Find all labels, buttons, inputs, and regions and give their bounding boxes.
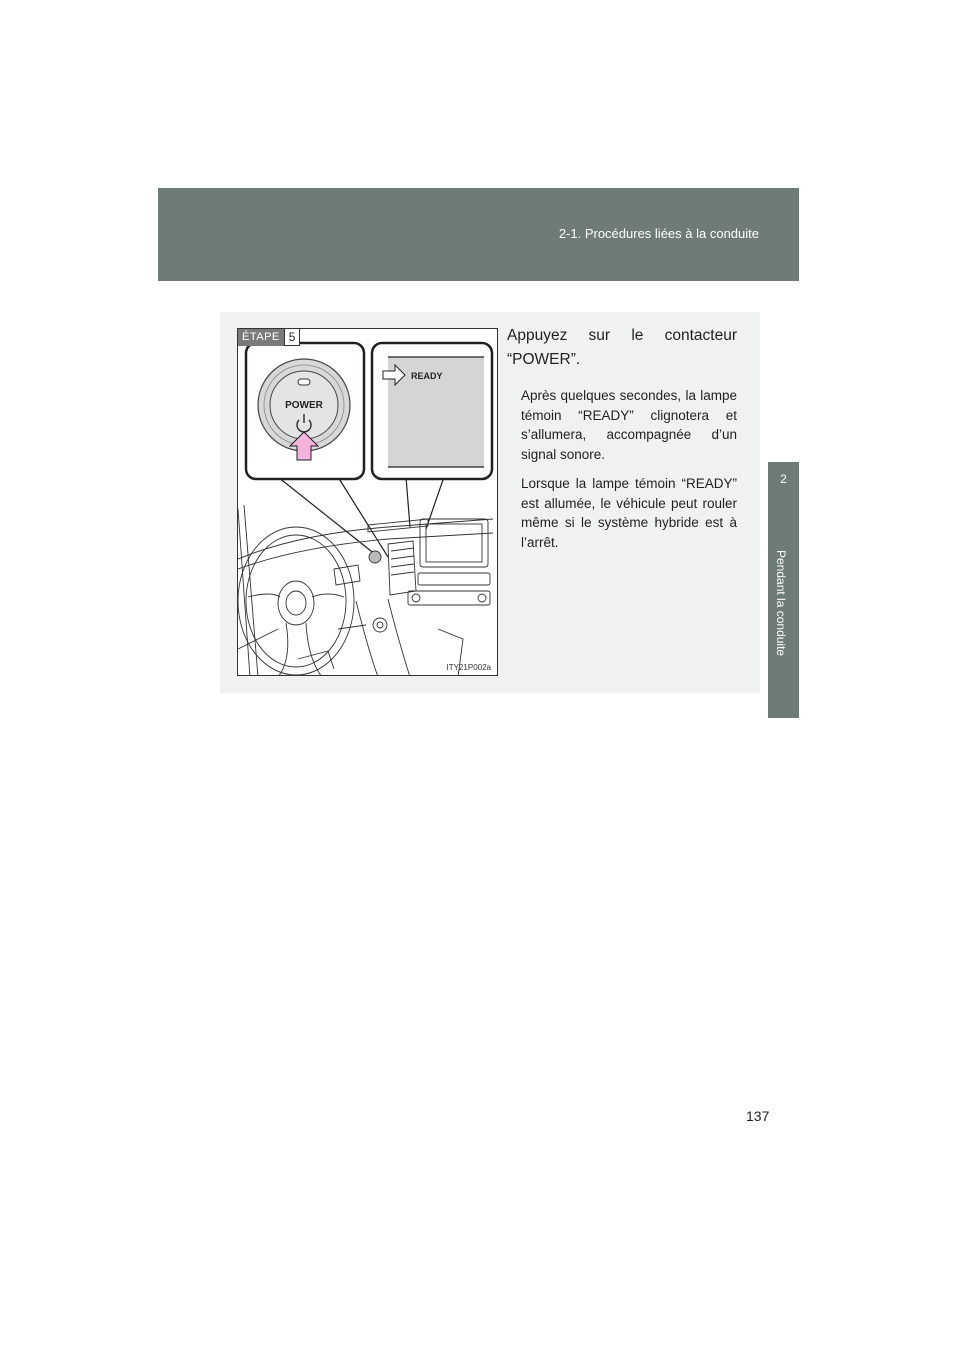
step-instruction: Appuyez sur le contacteur “POWER”. [507, 327, 737, 368]
content-panel [220, 312, 760, 693]
step-label: ÉTAPE [238, 329, 284, 346]
explanation-paragraph: Après quelques secondes, la lampe témoin “READY” clignotera et s’allumera, accompagnée d’un signal sonore. [521, 388, 737, 462]
callout-pointer-line [278, 477, 376, 555]
step-number: 5 [284, 329, 301, 346]
section-header-bar [158, 188, 799, 281]
chapter-number: 2 [780, 472, 787, 486]
chapter-side-tab [768, 462, 799, 718]
dashboard-illustration-drawing [238, 329, 498, 676]
power-button-label: POWER [285, 400, 323, 411]
page-number: 137 [746, 1108, 770, 1124]
step-badge [238, 329, 300, 346]
explanation-paragraph: Lorsque la lampe témoin “READY” est allumée, le véhicule peut rouler même si le système hybride est à l’arrêt. [521, 476, 737, 550]
chapter-title: Pendant la conduite [774, 550, 788, 657]
callout-pointer-line [426, 477, 444, 529]
section-title: 2-1. Procédures liées à la conduite [558, 226, 759, 241]
dashboard-line-art [238, 505, 493, 676]
instruction-text-column [507, 324, 737, 562]
dashboard-illustration [237, 328, 498, 676]
ready-indicator-label: READY [411, 371, 443, 381]
power-indicator-lamp [298, 379, 310, 385]
figure-code: ITY21P002a [446, 663, 491, 672]
callout-pointer-line [406, 477, 410, 527]
